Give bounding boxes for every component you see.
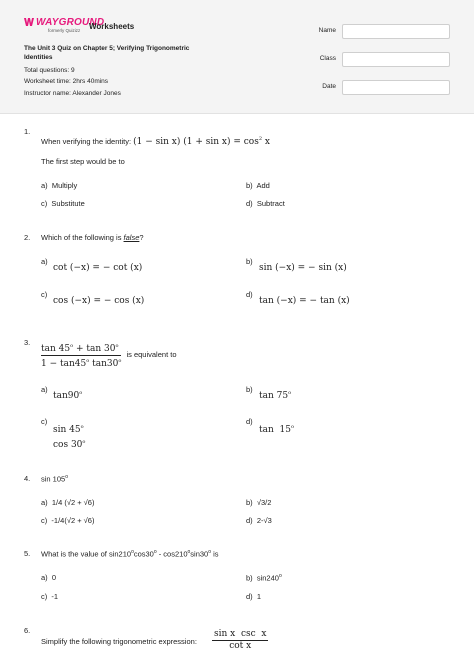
question-subprompt: The first step would be to [41, 157, 125, 166]
option-d[interactable]: d) Subtract [246, 199, 285, 208]
total-questions: Total questions: 9 [24, 67, 75, 74]
option-b[interactable]: b) Add [246, 181, 270, 190]
question-number: 2. [24, 233, 31, 242]
option-a-math[interactable]: cot (−x) = − cot (x) [53, 263, 143, 273]
name-field[interactable] [342, 24, 450, 39]
instructor-name: Instructor name: Alexander Jones [24, 90, 121, 97]
class-field[interactable] [342, 52, 450, 67]
question-number: 5. [24, 549, 31, 558]
option-b[interactable]: b) √3/2 [246, 498, 272, 507]
question-prompt: What is the value of sin210$^o$cos30$^o$ - cos210$^o$sin30$^o$ is [41, 549, 219, 559]
wayground-logo-icon [24, 18, 34, 26]
option-b-math[interactable]: tan 75$^o$ [259, 390, 292, 401]
question-prompt: sin 105$^o$ [41, 474, 68, 484]
option-b[interactable]: b) [246, 257, 253, 266]
worksheet-header [0, 0, 474, 114]
option-c[interactable]: c) -1 [41, 592, 59, 601]
question-prompt: Which of the following is false? [41, 233, 144, 242]
date-label: Date [322, 83, 336, 90]
option-c-math[interactable]: cos (−x) = − cos (x) [53, 296, 145, 306]
option-c[interactable]: c) Substitute [41, 199, 85, 208]
option-b[interactable]: b) [246, 385, 253, 394]
class-label: Class [319, 55, 336, 62]
option-a[interactable]: a) [41, 385, 48, 394]
question-prompt: Simplify the following trigonometric expression: [41, 637, 197, 646]
option-b[interactable]: b) sin240$^o$ [246, 573, 282, 583]
option-c[interactable]: c) -1/4(√2 + √6) [41, 516, 95, 525]
brand-name: WAYGROUND [36, 17, 105, 28]
option-c[interactable]: c) [41, 290, 48, 299]
option-d[interactable]: d) [246, 417, 253, 426]
option-d-math[interactable]: tan (−x) = − tan (x) [259, 296, 350, 306]
brand-subtitle: formerly Quizizz [48, 28, 81, 33]
worksheet-time: Worksheet time: 2hrs 40mins [24, 78, 109, 85]
option-a-math[interactable]: tan90$^o$ [53, 390, 83, 401]
option-a[interactable]: a) [41, 257, 48, 266]
question-prompt: $\frac{\tan 45^o + \tan 30^o}{1 - \tan 45^o \tan 30^o}$ is equivalent to [41, 343, 177, 369]
worksheet-title: The Unit 3 Quiz on Chapter 5; Verifying Trigonometric Identities [24, 45, 190, 61]
option-d-math[interactable]: tan 15$^o$ [259, 424, 294, 435]
date-field[interactable] [342, 80, 450, 95]
option-a[interactable]: a) 0 [41, 573, 57, 582]
option-b-math[interactable]: sin (−x) = − sin (x) [259, 263, 347, 273]
option-d[interactable]: d) 1 [246, 592, 262, 601]
question-number: 4. [24, 474, 31, 483]
fraction-expression: $\frac{\text{sin x csc x}}{\text{cot x}}$ [214, 629, 267, 651]
math-expression: (1 − sin x) $(1 + \sin x) = \cos^2 x$ [133, 136, 270, 147]
question-prompt: When verifying the identity: (1 − sin x) $(1 + \sin x) = \cos^2 x$ [41, 136, 270, 147]
section-label: Worksheets [89, 22, 135, 31]
option-a[interactable]: a) Multiply [41, 181, 78, 190]
option-c-math[interactable]: sin 45$^o$ cos 30$^o$ [53, 424, 86, 450]
option-d[interactable]: d) 2-√3 [246, 516, 272, 525]
option-d[interactable]: d) [246, 290, 253, 299]
question-number: 1. [24, 127, 31, 136]
question-number: 6. [24, 626, 31, 635]
option-a[interactable]: a) 1/4 (√2 + √6) [41, 498, 95, 507]
name-label: Name [318, 27, 336, 34]
fraction-expression: $\frac{\tan 45^o + \tan 30^o}{1 - \tan 45^o \tan 30^o}$ [41, 343, 122, 369]
option-c[interactable]: c) [41, 417, 48, 426]
question-number: 3. [24, 338, 31, 347]
